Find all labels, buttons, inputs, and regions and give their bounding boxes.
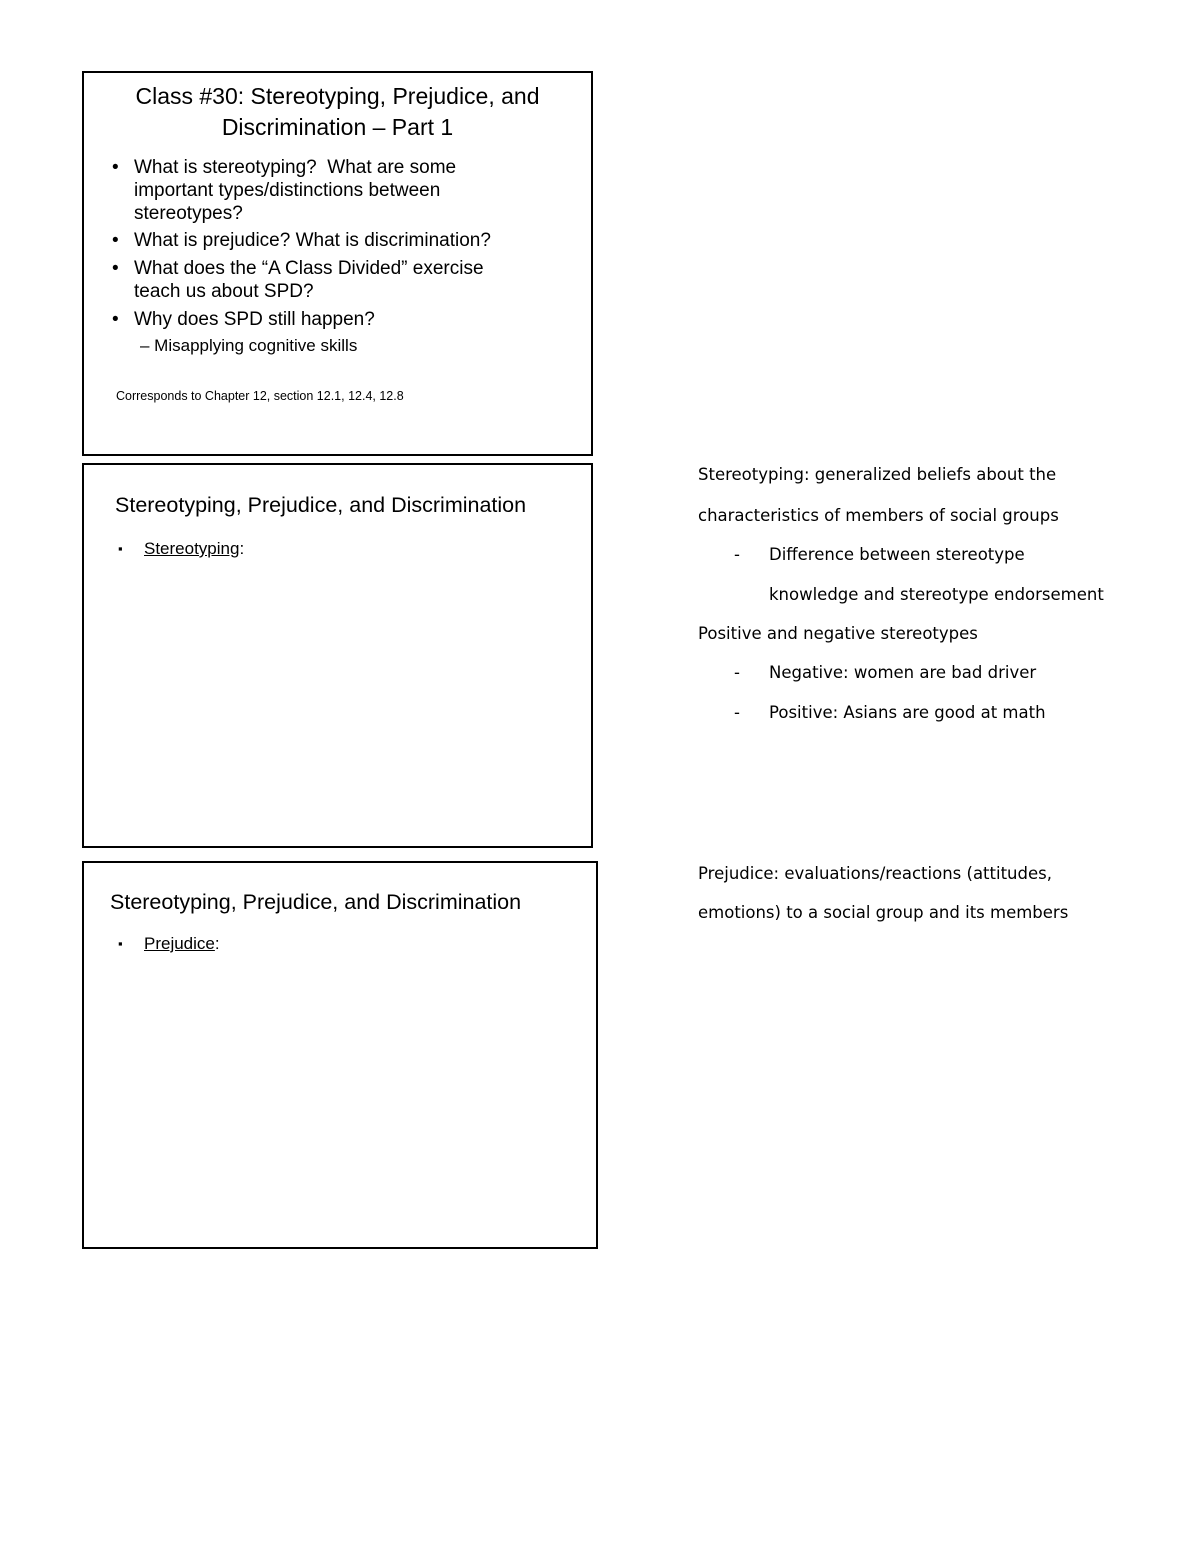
- note-line: emotions) to a social group and its members: [698, 903, 1069, 922]
- note-sub-line: Negative: women are bad driver: [769, 663, 1037, 682]
- chapter-note: Corresponds to Chapter 12, section 12.1, 12.4, 12.8: [116, 389, 404, 403]
- note-line: Prejudice: evaluations/reactions (attitudes,: [698, 864, 1052, 883]
- sub-bullet-text: – Misapplying cognitive skills: [140, 336, 358, 355]
- bullet-text: What is prejudice? What is discrimination?: [134, 230, 491, 251]
- bullet-text: Why does SPD still happen?: [134, 309, 375, 330]
- bullet-dot: •: [112, 258, 119, 279]
- bullet-text: [144, 933, 220, 955]
- bullet-text: What is stereotyping? What are some: [134, 157, 457, 178]
- bullet-dot: ▪: [118, 936, 123, 951]
- slide-1-title-line-1: Class #30: Stereotyping, Prejudice, and: [135, 83, 540, 109]
- bullet-text: [144, 538, 244, 560]
- note-dash: -: [734, 663, 740, 682]
- note-dash: -: [734, 703, 740, 722]
- slide-1-title-line-2: Discrimination – Part 1: [221, 114, 454, 140]
- note-line: Positive and negative stereotypes: [698, 624, 978, 643]
- note-dash: -: [734, 545, 740, 564]
- slide-3-title: Stereotyping, Prejudice, and Discrimination: [110, 890, 522, 914]
- note-sub-line: Difference between stereotype: [769, 545, 1025, 564]
- bullet-text: stereotypes?: [134, 203, 243, 224]
- note-line: characteristics of members of social groups: [698, 506, 1059, 525]
- slide-3: [82, 861, 598, 1249]
- slide-1: [82, 71, 593, 456]
- slide-2-title: Stereotyping, Prejudice, and Discrimination: [115, 493, 527, 517]
- bullet-dot: •: [112, 230, 119, 251]
- bullet-term: Prejudice: [144, 934, 215, 953]
- slide-2: [82, 463, 593, 848]
- note-line: Stereotyping: generalized beliefs about the: [698, 465, 1057, 484]
- bullet-dot: ▪: [118, 541, 123, 556]
- bullet-dot: •: [112, 309, 119, 330]
- slide-1-title: [98, 81, 577, 143]
- bullet-text: important types/distinctions between: [134, 180, 441, 201]
- bullet-dot: •: [112, 157, 119, 178]
- bullet-text: What does the “A Class Divided” exercise: [134, 258, 484, 279]
- note-sub-line: Positive: Asians are good at math: [769, 703, 1046, 722]
- note-sub-line: knowledge and stereotype endorsement: [769, 585, 1104, 604]
- bullet-suffix: :: [239, 539, 245, 558]
- bullet-text: teach us about SPD?: [134, 281, 314, 302]
- bullet-suffix: :: [214, 934, 220, 953]
- bullet-term: Stereotyping: [144, 539, 240, 558]
